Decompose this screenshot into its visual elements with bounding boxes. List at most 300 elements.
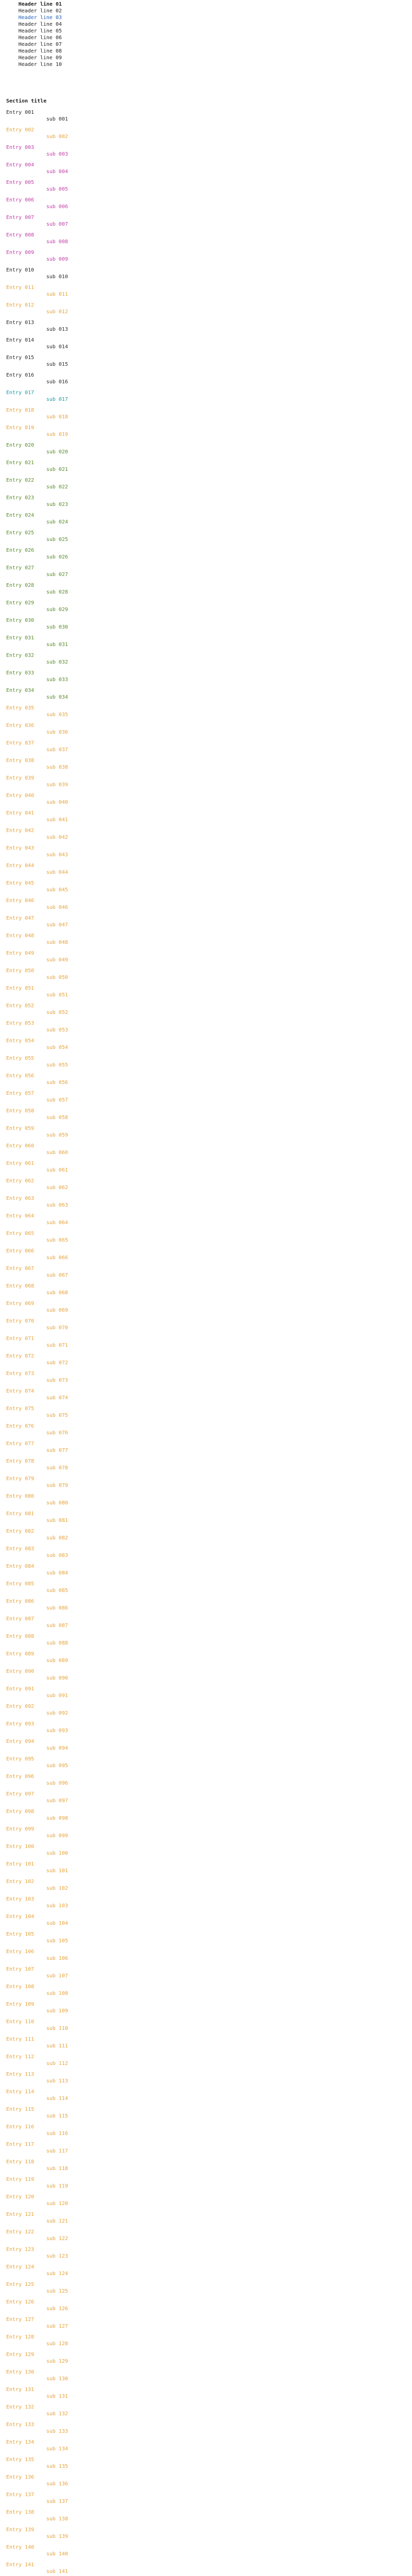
list-item[interactable]: [6, 1984, 68, 1997]
list-item[interactable]: [6, 2176, 68, 2190]
list-item[interactable]: [6, 1388, 68, 1401]
list-item-sub: sub 016: [46, 379, 68, 385]
list-item[interactable]: [6, 2071, 68, 2084]
list-item[interactable]: [6, 425, 68, 438]
list-item[interactable]: [6, 2106, 68, 2120]
list-item-name: Entry 104: [6, 1914, 35, 1920]
list-item-name: Entry 064: [6, 1213, 35, 1219]
list-item[interactable]: [6, 2421, 68, 2435]
list-item[interactable]: [6, 197, 68, 210]
list-item-name: Entry 107: [6, 1967, 35, 1972]
list-item-sub: sub 139: [46, 2534, 68, 2539]
list-item[interactable]: [6, 1353, 68, 1366]
list-item[interactable]: [6, 389, 68, 403]
list-item[interactable]: [6, 740, 68, 753]
list-item[interactable]: [6, 512, 68, 526]
list-item[interactable]: [6, 810, 68, 823]
list-item-sub: sub 108: [46, 1991, 68, 1996]
list-item-sub: sub 004: [46, 169, 68, 175]
list-item-name: Entry 102: [6, 1879, 35, 1885]
list-item[interactable]: [6, 1511, 68, 1524]
list-item-sub: sub 128: [46, 2341, 68, 2347]
list-item[interactable]: [6, 565, 68, 578]
list-item-name: Entry 128: [6, 2334, 35, 2340]
list-item-name: Entry 052: [6, 1003, 35, 1009]
list-item-sub: sub 036: [46, 730, 68, 735]
list-item-name: Entry 077: [6, 1441, 35, 1447]
list-item[interactable]: [6, 1300, 68, 1314]
list-item[interactable]: [6, 933, 68, 946]
list-item-name: Entry 050: [6, 968, 35, 974]
list-item[interactable]: [6, 2456, 68, 2470]
list-item-sub: sub 055: [46, 1062, 68, 1068]
list-item-sub: sub 087: [46, 1623, 68, 1629]
list-item[interactable]: [6, 915, 68, 928]
list-item[interactable]: [6, 1581, 68, 1594]
list-item[interactable]: [6, 705, 68, 718]
list-item-name: Entry 085: [6, 1581, 35, 1587]
list-item-name: Entry 119: [6, 2177, 35, 2182]
list-item-sub: sub 064: [46, 1220, 68, 1226]
list-item[interactable]: [6, 1913, 68, 1927]
list-item-sub: sub 083: [46, 1553, 68, 1558]
list-item[interactable]: [6, 1230, 68, 1244]
list-item-name: Entry 132: [6, 2404, 35, 2410]
list-item[interactable]: [6, 1808, 68, 1822]
list-item[interactable]: [6, 600, 68, 613]
list-item[interactable]: [6, 1616, 68, 1629]
list-item-sub: sub 065: [46, 1238, 68, 1243]
list-item-sub: sub 080: [46, 1500, 68, 1506]
list-item[interactable]: [6, 722, 68, 736]
list-item[interactable]: [6, 2316, 68, 2330]
list-item[interactable]: [6, 2492, 68, 2505]
list-item-sub: sub 122: [46, 2236, 68, 2242]
list-item[interactable]: [6, 109, 68, 123]
list-item[interactable]: [6, 2509, 68, 2522]
list-item-sub: sub 081: [46, 1518, 68, 1523]
list-item[interactable]: [6, 2386, 68, 2400]
list-item[interactable]: [6, 1476, 68, 1489]
list-item-sub: sub 061: [46, 1167, 68, 1173]
list-item[interactable]: [6, 1108, 68, 1121]
list-item[interactable]: [6, 1195, 68, 1209]
list-item[interactable]: [6, 372, 68, 385]
list-item-sub: sub 130: [46, 2376, 68, 2382]
list-item-sub: sub 111: [46, 2043, 68, 2049]
list-item-sub: sub 093: [46, 1728, 68, 1734]
list-item-sub: sub 008: [46, 239, 68, 245]
list-item-sub: sub 015: [46, 362, 68, 367]
list-item-sub: sub 042: [46, 835, 68, 840]
list-item[interactable]: [6, 1038, 68, 1051]
list-item-sub: sub 109: [46, 2008, 68, 2014]
list-item-name: Entry 108: [6, 1984, 35, 1990]
list-item[interactable]: [6, 2019, 68, 2032]
list-item[interactable]: [6, 2229, 68, 2242]
list-item-name: Entry 124: [6, 2264, 35, 2270]
list-item-sub: sub 099: [46, 1833, 68, 1839]
list-item[interactable]: [6, 337, 68, 350]
list-item[interactable]: [6, 214, 68, 228]
list-item-sub: sub 089: [46, 1658, 68, 1664]
list-item-sub: sub 075: [46, 1413, 68, 1418]
list-item-name: Entry 046: [6, 898, 35, 904]
list-item[interactable]: [6, 1896, 68, 1909]
list-item[interactable]: [6, 635, 68, 648]
list-item-sub: sub 044: [46, 870, 68, 875]
list-item[interactable]: [6, 1405, 68, 1419]
list-item[interactable]: [6, 2036, 68, 2049]
list-item-name: Entry 042: [6, 828, 35, 834]
list-item-sub: sub 124: [46, 2271, 68, 2277]
list-item-name: Entry 114: [6, 2089, 35, 2095]
list-item-name: Entry 082: [6, 1529, 35, 1534]
list-item-name: Entry 094: [6, 1739, 35, 1744]
list-item[interactable]: [6, 477, 68, 490]
list-item-sub: sub 070: [46, 1325, 68, 1331]
list-item-sub: sub 113: [46, 2078, 68, 2084]
list-item[interactable]: [6, 617, 68, 631]
list-item[interactable]: [6, 827, 68, 841]
list-item-name: Entry 031: [6, 635, 35, 641]
list-item[interactable]: [6, 1370, 68, 1384]
list-item-name: Entry 113: [6, 2072, 35, 2077]
list-item-sub: sub 034: [46, 694, 68, 700]
list-item[interactable]: [6, 582, 68, 596]
list-item-sub: sub 017: [46, 397, 68, 402]
list-item[interactable]: [6, 1686, 68, 1699]
list-item[interactable]: [6, 1160, 68, 1174]
list-item[interactable]: [6, 2281, 68, 2295]
list-item[interactable]: [6, 792, 68, 806]
list-item-name: Entry 033: [6, 670, 35, 676]
list-item[interactable]: [6, 1931, 68, 1944]
list-item[interactable]: [6, 1791, 68, 1804]
list-item-sub: sub 098: [46, 1816, 68, 1821]
list-item-sub: sub 107: [46, 1973, 68, 1979]
list-item-sub: sub 001: [46, 116, 68, 122]
list-item[interactable]: [6, 1458, 68, 1471]
list-item[interactable]: [6, 985, 68, 998]
list-item[interactable]: [6, 2544, 68, 2557]
list-item-sub: sub 135: [46, 2464, 68, 2469]
list-item-name: Entry 015: [6, 355, 35, 361]
list-item-sub: sub 131: [46, 2394, 68, 2399]
list-item[interactable]: [6, 460, 68, 473]
list-item[interactable]: [6, 1248, 68, 1261]
list-item-sub: sub 103: [46, 1903, 68, 1909]
list-item[interactable]: [6, 1878, 68, 1892]
list-item-name: Entry 058: [6, 1108, 35, 1114]
list-item-sub: sub 127: [46, 2324, 68, 2329]
list-item-name: Entry 140: [6, 2545, 35, 2550]
list-item[interactable]: [6, 1633, 68, 1647]
list-item[interactable]: [6, 1773, 68, 1787]
list-item-sub: sub 110: [46, 2026, 68, 2031]
list-item[interactable]: [6, 354, 68, 368]
list-item[interactable]: [6, 267, 68, 280]
list-item-name: Entry 092: [6, 1704, 35, 1709]
list-item-name: Entry 103: [6, 1896, 35, 1902]
list-item[interactable]: [6, 2527, 68, 2540]
list-item[interactable]: [6, 670, 68, 683]
list-item[interactable]: [6, 1318, 68, 1331]
list-item[interactable]: [6, 2211, 68, 2225]
section-title: Section title: [6, 98, 47, 104]
list-item[interactable]: [6, 2194, 68, 2207]
list-item[interactable]: [6, 2001, 68, 2014]
list-item-name: Entry 049: [6, 951, 35, 956]
list-item-name: Entry 009: [6, 250, 35, 256]
list-item[interactable]: [6, 319, 68, 333]
list-item-name: Entry 073: [6, 1371, 35, 1377]
list-item[interactable]: [6, 1756, 68, 1769]
list-item[interactable]: [6, 407, 68, 420]
header-line: Header line 02: [18, 8, 62, 14]
list-item[interactable]: [6, 2141, 68, 2155]
list-item-sub: sub 088: [46, 1640, 68, 1646]
list-item-sub: sub 115: [46, 2113, 68, 2119]
list-item[interactable]: [6, 2089, 68, 2102]
list-item[interactable]: [6, 1826, 68, 1839]
list-item[interactable]: [6, 1861, 68, 1874]
list-item-sub: sub 063: [46, 1202, 68, 1208]
list-item-sub: sub 022: [46, 484, 68, 490]
list-item-name: Entry 022: [6, 478, 35, 483]
list-item[interactable]: [6, 2299, 68, 2312]
list-item-sub: sub 043: [46, 852, 68, 858]
list-item-sub: sub 025: [46, 537, 68, 543]
list-item[interactable]: [6, 1073, 68, 1086]
list-item[interactable]: [6, 1335, 68, 1349]
list-item-sub: sub 126: [46, 2306, 68, 2312]
list-item[interactable]: [6, 1703, 68, 1717]
list-item-name: Entry 105: [6, 1931, 35, 1937]
list-item[interactable]: [6, 2474, 68, 2487]
list-item[interactable]: [6, 2124, 68, 2137]
list-item[interactable]: [6, 862, 68, 876]
list-item[interactable]: [6, 232, 68, 245]
list-item[interactable]: [6, 179, 68, 193]
list-item-sub: sub 090: [46, 1675, 68, 1681]
list-item[interactable]: [6, 302, 68, 315]
list-item[interactable]: [6, 1651, 68, 1664]
list-item[interactable]: [6, 1143, 68, 1156]
list-item[interactable]: [6, 1125, 68, 1139]
list-item-name: Entry 056: [6, 1073, 35, 1079]
list-item-sub: sub 052: [46, 1010, 68, 1015]
list-item-sub: sub 086: [46, 1605, 68, 1611]
list-item[interactable]: [6, 1843, 68, 1857]
list-item[interactable]: [6, 1003, 68, 1016]
list-item[interactable]: [6, 249, 68, 263]
list-item[interactable]: [6, 2246, 68, 2260]
list-item[interactable]: [6, 2264, 68, 2277]
list-item[interactable]: [6, 1546, 68, 1559]
list-item[interactable]: [6, 1055, 68, 1069]
list-item-sub: sub 031: [46, 642, 68, 648]
list-item[interactable]: [6, 1440, 68, 1454]
list-item-sub: sub 037: [46, 747, 68, 753]
list-item-name: Entry 019: [6, 425, 35, 431]
list-item[interactable]: [6, 1598, 68, 1612]
list-item-name: Entry 018: [6, 408, 35, 413]
list-item[interactable]: [6, 442, 68, 455]
list-item[interactable]: [6, 1948, 68, 1962]
list-item[interactable]: [6, 1668, 68, 1682]
list-item[interactable]: [6, 2439, 68, 2452]
list-item-name: Entry 079: [6, 1476, 35, 1482]
list-item-name: Entry 101: [6, 1861, 35, 1867]
list-item-sub: sub 074: [46, 1395, 68, 1401]
list-item[interactable]: [6, 144, 68, 158]
list-item-sub: sub 085: [46, 1588, 68, 1594]
list-item-name: Entry 069: [6, 1301, 35, 1307]
list-item[interactable]: [6, 547, 68, 561]
list-item[interactable]: [6, 897, 68, 911]
list-item[interactable]: [6, 845, 68, 858]
list-item-name: Entry 090: [6, 1669, 35, 1674]
list-item-name: Entry 131: [6, 2387, 35, 2393]
list-item-name: Entry 071: [6, 1336, 35, 1342]
list-item-name: Entry 032: [6, 653, 35, 658]
list-item[interactable]: [6, 530, 68, 543]
list-item-name: Entry 023: [6, 495, 35, 501]
list-item-sub: sub 051: [46, 992, 68, 998]
list-item[interactable]: [6, 284, 68, 298]
list-item-sub: sub 003: [46, 151, 68, 157]
list-item-name: Entry 100: [6, 1844, 35, 1850]
list-item-sub: sub 014: [46, 344, 68, 350]
list-item-name: Entry 087: [6, 1616, 35, 1622]
list-item-sub: sub 137: [46, 2499, 68, 2504]
list-item-name: Entry 013: [6, 320, 35, 326]
list-item[interactable]: [6, 2351, 68, 2365]
list-item-sub: sub 062: [46, 1185, 68, 1191]
list-item-name: Entry 083: [6, 1546, 35, 1552]
list-item-name: Entry 072: [6, 1353, 35, 1359]
list-item-sub: sub 032: [46, 659, 68, 665]
list-item[interactable]: [6, 1563, 68, 1577]
list-item-name: Entry 066: [6, 1248, 35, 1254]
list-item-sub: sub 112: [46, 2061, 68, 2066]
list-item-sub: sub 125: [46, 2289, 68, 2294]
list-item-sub: sub 047: [46, 922, 68, 928]
header-line: Header line 01: [18, 2, 62, 7]
list-item-sub: sub 041: [46, 817, 68, 823]
list-item[interactable]: [6, 1283, 68, 1296]
list-item-name: Entry 001: [6, 110, 35, 115]
list-item-name: Entry 125: [6, 2282, 35, 2287]
list-item[interactable]: [6, 1090, 68, 1104]
list-item-sub: sub 019: [46, 432, 68, 437]
list-item-name: Entry 086: [6, 1599, 35, 1604]
list-item[interactable]: [6, 2369, 68, 2382]
list-item[interactable]: [6, 2054, 68, 2067]
list-item[interactable]: [6, 2562, 68, 2575]
list-item-name: Entry 095: [6, 1756, 35, 1762]
list-item-sub: sub 030: [46, 624, 68, 630]
list-item[interactable]: [6, 1178, 68, 1191]
list-item-name: Entry 016: [6, 372, 35, 378]
list-item[interactable]: [6, 757, 68, 771]
list-item[interactable]: [6, 1528, 68, 1541]
list-item-sub: sub 038: [46, 765, 68, 770]
list-item[interactable]: [6, 652, 68, 666]
list-item-name: Entry 093: [6, 1721, 35, 1727]
list-item[interactable]: [6, 2334, 68, 2347]
list-item[interactable]: [6, 1423, 68, 1436]
list-item-sub: sub 050: [46, 975, 68, 980]
list-item[interactable]: [6, 687, 68, 701]
list-item-name: Entry 038: [6, 758, 35, 764]
list-item[interactable]: [6, 1738, 68, 1752]
list-item-name: Entry 126: [6, 2299, 35, 2305]
list-item[interactable]: [6, 1020, 68, 1033]
list-item-name: Entry 059: [6, 1126, 35, 1131]
list-item-name: Entry 055: [6, 1056, 35, 1061]
list-item-name: Entry 133: [6, 2422, 35, 2428]
list-item-sub: sub 134: [46, 2446, 68, 2452]
header-line: Header line 09: [18, 55, 62, 61]
list-item-sub: sub 116: [46, 2131, 68, 2137]
list-item-name: Entry 028: [6, 583, 35, 588]
list-item-name: Entry 026: [6, 548, 35, 553]
list-item-name: Entry 035: [6, 705, 35, 711]
list-item-name: Entry 076: [6, 1423, 35, 1429]
list-item-sub: sub 078: [46, 1465, 68, 1471]
list-item-sub: sub 040: [46, 800, 68, 805]
list-item-name: Entry 003: [6, 145, 35, 150]
list-item-name: Entry 070: [6, 1318, 35, 1324]
list-item-sub: sub 010: [46, 274, 68, 280]
list-item[interactable]: [6, 127, 68, 140]
list-item[interactable]: [6, 1721, 68, 1734]
list-item-sub: sub 140: [46, 2551, 68, 2557]
list-item[interactable]: [6, 950, 68, 963]
list-item[interactable]: [6, 2159, 68, 2172]
list-item[interactable]: [6, 880, 68, 893]
list-item[interactable]: [6, 1966, 68, 1979]
list-item-sub: sub 141: [46, 2569, 68, 2574]
list-item-name: Entry 051: [6, 986, 35, 991]
list-item-sub: sub 091: [46, 1693, 68, 1699]
list-item-name: Entry 116: [6, 2124, 35, 2130]
list-item-name: Entry 021: [6, 460, 35, 466]
list-item[interactable]: [6, 1213, 68, 1226]
list-item-name: Entry 110: [6, 2019, 35, 2025]
list-item-name: Entry 060: [6, 1143, 35, 1149]
list-item-name: Entry 139: [6, 2527, 35, 2533]
list-item[interactable]: [6, 495, 68, 508]
list-item[interactable]: [6, 1493, 68, 1506]
list-item-name: Entry 027: [6, 565, 35, 571]
list-item-sub: sub 053: [46, 1027, 68, 1033]
list-item[interactable]: [6, 1265, 68, 1279]
list-item-name: Entry 063: [6, 1196, 35, 1201]
list-item-name: Entry 127: [6, 2317, 35, 2323]
list-item-sub: sub 046: [46, 905, 68, 910]
list-item-sub: sub 071: [46, 1343, 68, 1348]
list-item-sub: sub 012: [46, 309, 68, 315]
list-item[interactable]: [6, 775, 68, 788]
list-item-name: Entry 117: [6, 2142, 35, 2147]
list-item[interactable]: [6, 968, 68, 981]
list-item-sub: sub 007: [46, 222, 68, 227]
list-item[interactable]: [6, 2404, 68, 2417]
list-item[interactable]: [6, 162, 68, 175]
